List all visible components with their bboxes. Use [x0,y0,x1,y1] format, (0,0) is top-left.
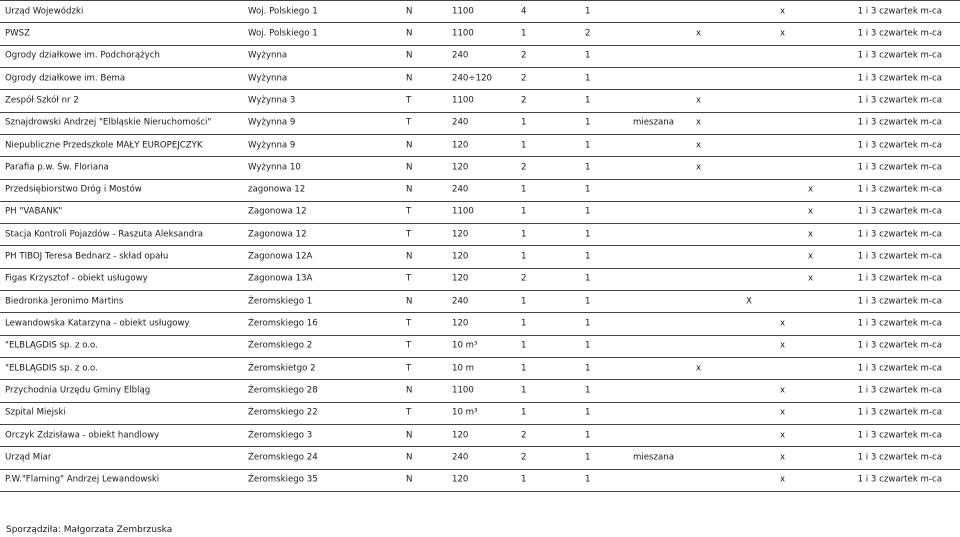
container-type: T [406,341,412,352]
container-quantity: 1 [521,140,527,151]
collection-frequency: 1 i 3 czwartek m-ca [857,162,942,173]
collection-frequency: 1 i 3 czwartek m-ca [857,474,942,485]
container-quantity: 1 [521,474,527,485]
collection-frequency: 1 i 3 czwartek m-ca [857,229,942,240]
entity-name: Sznajdrowski Andrzej "Elbląskie Nieruchomości" [5,117,212,128]
mark-x3: x [780,6,786,17]
container-type: N [406,162,413,173]
pickup-count: 1 [585,341,591,352]
entity-name: Przedsiębiorstwo Dróg i Mostów [5,184,142,195]
container-type: T [406,117,412,128]
container-type: N [406,73,413,84]
entity-name: PH TIBOJ Teresa Bednarz - skład opału [5,251,169,262]
address: Woj. Polskiego 1 [248,28,318,39]
container-volume: 10 m³ [452,407,478,418]
mark-x1: x [696,162,702,173]
container-volume: 1100 [452,207,474,218]
entity-name: Szpital Miejski [5,407,66,418]
container-type: N [406,296,413,307]
container-quantity: 2 [521,50,527,61]
address: Woj. Polskiego 1 [248,6,318,17]
table-row [0,335,960,357]
table-row [0,89,960,111]
container-quantity: 4 [521,6,527,17]
pickup-count: 1 [585,95,591,106]
entity-name: Urząd Wojewódzki [5,6,84,17]
container-type: T [406,229,412,240]
entity-name: Ogrody działkowe im. Podchorążych [5,50,160,61]
mark-x3: x [780,341,786,352]
container-type: N [406,474,413,485]
container-volume: 10 m [452,363,475,374]
pickup-count: 1 [585,162,591,173]
address: Zagonowa 12 [248,207,307,218]
pickup-count: 1 [585,474,591,485]
entity-name: Ogrody działkowe im. Bema [5,73,126,84]
container-quantity: 2 [521,95,527,106]
container-volume: 120 [452,251,469,262]
pickup-count: 1 [585,207,591,218]
table-row [0,201,960,223]
container-volume: 120 [452,140,469,151]
address: Zagonowa 12A [248,251,313,262]
container-volume: 120 [452,474,469,485]
container-volume: 1100 [452,28,474,39]
pickup-count: 1 [585,229,591,240]
table-row [0,223,960,245]
address: Wyżynna 3 [248,95,296,106]
container-volume: 240 [452,452,469,463]
collection-frequency: 1 i 3 czwartek m-ca [857,274,942,285]
table-row [0,179,960,201]
table-row [0,402,960,424]
container-volume: 120 [452,274,469,285]
table-row [0,290,960,312]
entity-name: P.W."Flaming" Andrzej Lewandowski [5,474,160,485]
container-type: N [406,385,413,396]
collection-frequency: 1 i 3 czwartek m-ca [857,140,942,151]
address: Zagonowa 13A [248,274,313,285]
container-type: N [406,251,413,262]
collection-frequency: 1 i 3 czwartek m-ca [857,341,942,352]
address: zagonowa 12 [248,184,306,195]
address: Żeromskietgo 2 [248,363,316,374]
address: Wyżynna [248,50,288,61]
container-quantity: 2 [521,274,527,285]
address: Żeromskiego 1 [248,296,313,307]
container-quantity: 1 [521,28,527,39]
collection-frequency: 1 i 3 czwartek m-ca [857,363,942,374]
table-row [0,446,960,468]
collection-frequency: 1 i 3 czwartek m-ca [857,251,942,262]
container-volume: 120 [452,229,469,240]
mark-x2: X [746,296,752,307]
pickup-count: 1 [585,407,591,418]
entity-name: Lewandowska Katarzyna - obiekt usługowy [5,318,190,329]
pickup-count: 1 [585,274,591,285]
mark-x4: x [808,274,814,285]
address: Żeromskiego 2 [248,341,313,352]
address: Wyżynna [248,73,288,84]
pickup-count: 1 [585,385,591,396]
table-row [0,156,960,178]
collection-frequency: 1 i 3 czwartek m-ca [857,385,942,396]
mark-x3: x [780,452,786,463]
table-row [0,0,960,22]
pickup-count: 1 [585,184,591,195]
address: Zagonowa 12 [248,229,307,240]
container-volume: 240 [452,117,469,128]
mark-x3: x [780,28,786,39]
address: Żeromskiego 16 [248,318,318,329]
container-type: N [406,140,413,151]
container-quantity: 1 [521,363,527,374]
container-quantity: 1 [521,229,527,240]
container-quantity: 2 [521,430,527,441]
pickup-count: 1 [585,50,591,61]
container-quantity: 1 [521,385,527,396]
container-type: T [406,407,412,418]
container-volume: 1100 [452,95,474,106]
address: Żeromskiego 35 [248,474,318,485]
table-row [0,112,960,134]
mark-x4: x [808,184,814,195]
table-row [0,379,960,401]
mark-x4: x [808,251,814,262]
mark-x1: x [696,140,702,151]
mark-x3: x [780,407,786,418]
container-type: T [406,274,412,285]
mark-x3: x [780,385,786,396]
entity-name: Figas Krzysztof - obiekt usługowy [5,274,148,285]
container-quantity: 2 [521,73,527,84]
pickup-count: 1 [585,73,591,84]
container-type: T [406,95,412,106]
entity-name: Orczyk Zdzisława - obiekt handlowy [5,430,160,441]
collection-frequency: 1 i 3 czwartek m-ca [857,28,942,39]
container-volume: 120 [452,318,469,329]
collection-frequency: 1 i 3 czwartek m-ca [857,50,942,61]
pickup-count: 1 [585,296,591,307]
container-type: T [406,318,412,329]
container-type: N [406,50,413,61]
table-row [0,134,960,156]
waste-note: mieszana [633,117,675,128]
pickup-count: 1 [585,318,591,329]
container-volume: 240 [452,184,469,195]
entity-name: PWSZ [5,28,31,39]
container-quantity: 1 [521,207,527,218]
mark-x3: x [780,474,786,485]
pickup-count: 1 [585,140,591,151]
address: Wyżynna 10 [248,162,301,173]
container-volume: 10 m³ [452,341,478,352]
container-quantity: 1 [521,318,527,329]
collection-frequency: 1 i 3 czwartek m-ca [857,407,942,418]
container-type: N [406,452,413,463]
entity-name: Zespół Szkół nr 2 [5,95,79,106]
entity-name: Urząd Miar [5,452,52,463]
mark-x1: x [696,363,702,374]
collection-frequency: 1 i 3 czwartek m-ca [857,207,942,218]
container-type: N [406,430,413,441]
container-volume: 1100 [452,385,474,396]
mark-x3: x [780,318,786,329]
entity-name: Niepubliczne Przedszkole MAŁY EUROPEJCZYK [5,140,203,151]
entity-name: PH "VABANK" [5,207,63,218]
table-row [0,268,960,290]
pickup-count: 1 [585,430,591,441]
address: Żeromskiego 3 [248,430,313,441]
collection-frequency: 1 i 3 czwartek m-ca [857,296,942,307]
container-quantity: 1 [521,341,527,352]
container-quantity: 1 [521,296,527,307]
mark-x3: x [780,430,786,441]
container-quantity: 1 [521,251,527,262]
container-volume: 120 [452,162,469,173]
table-row [0,357,960,379]
table-row [0,22,960,44]
table-row [0,245,960,267]
waste-note: mieszana [633,452,675,463]
container-quantity: 2 [521,162,527,173]
container-quantity: 1 [521,407,527,418]
container-type: N [406,6,413,17]
container-quantity: 2 [521,452,527,463]
prepared-by: Sporządziła: Małgorzata Zembrzuska [6,525,173,535]
entity-name: Biedronka Jeronimo Martins [5,296,124,307]
mark-x1: x [696,28,702,39]
container-volume: 1100 [452,6,474,17]
container-type: T [406,207,412,218]
table-row [0,67,960,89]
address: Żeromskiego 28 [248,385,318,396]
container-volume: 240 [452,50,469,61]
container-volume: 120 [452,430,469,441]
container-quantity: 1 [521,184,527,195]
container-volume: 240 [452,296,469,307]
collection-frequency: 1 i 3 czwartek m-ca [857,73,942,84]
container-type: N [406,184,413,195]
collection-frequency: 1 i 3 czwartek m-ca [857,6,942,17]
entity-name: Przychodnia Urzędu Gminy Elbląg [5,385,151,396]
pickup-count: 1 [585,452,591,463]
mark-x4: x [808,207,814,218]
collection-frequency: 1 i 3 czwartek m-ca [857,95,942,106]
address: Wyżynna 9 [248,140,296,151]
table-row [0,469,960,492]
address: Żeromskiego 22 [248,407,318,418]
entity-name: Stacja Kontroli Pojazdów - Raszuta Aleksandra [5,229,204,240]
pickup-count: 1 [585,363,591,374]
mark-x4: x [808,229,814,240]
table-row [0,45,960,67]
container-volume: 240÷120 [452,73,493,84]
container-type: N [406,28,413,39]
pickup-count: 1 [585,117,591,128]
container-quantity: 1 [521,117,527,128]
entity-name: "ELBLĄGDIS sp. z o.o. [5,341,98,352]
collection-frequency: 1 i 3 czwartek m-ca [857,452,942,463]
collection-frequency: 1 i 3 czwartek m-ca [857,184,942,195]
pickup-count: 1 [585,251,591,262]
table-row [0,312,960,334]
collection-frequency: 1 i 3 czwartek m-ca [857,318,942,329]
entity-name: "ELBLĄGDIS sp. z o.o. [5,363,98,374]
pickup-count: 1 [585,6,591,17]
address: Żeromskiego 24 [248,452,318,463]
mark-x1: x [696,95,702,106]
collection-frequency: 1 i 3 czwartek m-ca [857,430,942,441]
container-type: T [406,363,412,374]
collection-frequency: 1 i 3 czwartek m-ca [857,117,942,128]
mark-x1: x [696,117,702,128]
table-row [0,424,960,446]
entity-name: Parafia p.w. Św. Floriana [5,162,109,173]
pickup-count: 2 [585,28,591,39]
address: Wyżynna 9 [248,117,296,128]
